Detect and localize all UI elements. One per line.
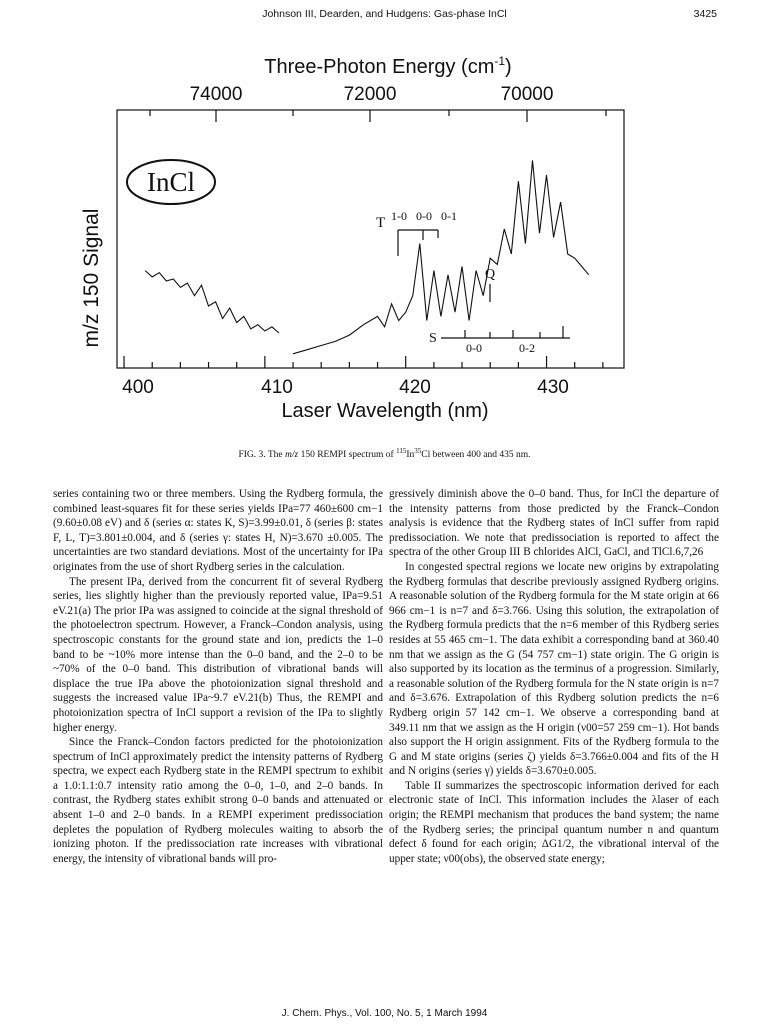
paragraph: The present IPa, derived from the concurrent fit of several Rydberg series, lies slightly higher than the previously reported value, IPa=9.51 eV.21(a) The prior IPa was assigned to coincide at the signal threshold of the photoelectron spectrum. However, a Franck–Condon analysis, using spectroscopic constants for the ground state and ion, predicts the 1–0 band to be ~10% more intense than the 0–0 band, and the 2–0 to be ~70% of the 0–0 band. This distribution of vibrational bands will displace the true IPa above the photoionization signal threshold and suggests the increased value IPa~9.7 eV.21(b) Thus, the REMPI and photoionization spectra of InCl support a revision of the IPa to slightly higher energy. bbox=[53, 575, 383, 734]
top-axis-label bbox=[264, 54, 511, 78]
caption-element-1: In bbox=[406, 450, 415, 461]
spectrum-trace-high bbox=[293, 160, 589, 353]
paragraph: In congested spectral regions we locate new origins by extrapolating the Rydberg formulas that describe previously assigned Rydberg origins. A reasonable solution of the Rydberg formula for the M state origin at 66 966 cm−1 is n=7 and δ=3.766. Using this solution, the extrapolation of the Rydberg formula predicts that the n=6 member of this Rydberg series resides at 55 465 cm−1. The data exhibit a corresponding band at 360.40 nm that we assign as the G (54 757 cm−1) state origin. The G origin is also supported by its location as the terminus of a progression. Similarly, a reasonable solution of the Rydberg formula for the N state origin is n=7 and δ=3.676. Extrapolation of this Rydberg solution predicts the n=6 Rydberg origin 57 142 cm−1. We observe a corresponding band at 349.11 nm that we assign as the H origin (ν00=57 259 cm−1). Hot bands also support the H origin assignment. Fits of the Rydberg formula to the G and M state origins (series ζ) yields δ=3.766±0.004 and fits of the H and N origins (series γ) yields δ=3.670±0.005. bbox=[389, 560, 719, 778]
paragraph: Table II summarizes the spectroscopic information derived for each electronic state of InCl. This information includes the λlaser of each origin; the REMPI mechanism that produces the band system; the name of the Rydberg series; the principal quantum number n and quantum defect δ found for each origin; ΔG1/2, the vibrational interval of the upper state; ν00(obs), the observed state energy; bbox=[389, 779, 719, 865]
page-number: 3425 bbox=[693, 8, 717, 20]
journal-footer: J. Chem. Phys., Vol. 100, No. 5, 1 March 1994 bbox=[281, 1008, 488, 1019]
top-tick-label: 74000 bbox=[189, 84, 243, 105]
paragraph: gressively diminish above the 0–0 band. Thus, for InCl the departure of the intensity patterns from those predicted by the Franck–Condon analysis is evidence that the Rydberg states of InCl suffer from rapid predissociation. We note that predissociation is reported to affect the spectra of the other Group III B chlorides AlCl, GaCl, and TlCl.6,7,26 bbox=[389, 488, 719, 559]
caption-prefix: FIG. 3. The bbox=[238, 450, 285, 461]
top-axis-label-sup: -1 bbox=[494, 54, 506, 68]
caption-middle: 150 REMPI spectrum of bbox=[298, 450, 397, 461]
rempi-spectrum-figure bbox=[0, 40, 769, 440]
caption-isotope-1: 115 bbox=[396, 447, 407, 455]
spectrum-trace-low bbox=[145, 271, 279, 333]
caption-isotope-2: 35 bbox=[414, 447, 422, 455]
top-axis-label-main: Three-Photon Energy (cm bbox=[264, 56, 495, 78]
annotation-T: T bbox=[376, 215, 386, 231]
top-axis-label-end: ) bbox=[505, 56, 512, 78]
annotation-T-band-0-1: 0-1 bbox=[441, 209, 457, 223]
plot-frame bbox=[117, 110, 624, 368]
top-ticks bbox=[150, 110, 606, 122]
running-head bbox=[0, 8, 769, 24]
annotation-T-band-1-0: 1-0 bbox=[391, 209, 407, 223]
molecule-label: InCl bbox=[146, 167, 196, 197]
bottom-tick-label: 430 bbox=[537, 377, 569, 398]
annotation-S-bracket bbox=[441, 326, 570, 338]
paragraph: series containing two or three members. Using the Rydberg formula, the combined least-squares fit for these series yields IPa=77 460±600 cm−1 (9.60±0.08 eV) and δ (series α: states K, S)=3.99±0.01, δ (series β: states F, L, T)=3.801±0.004, and δ (series γ: states H, N)=3.670 ±0.005. The uncertainties are two standard deviations. Most of the uncertainty for IPa originates from the use of short Rydberg series in the calculation. bbox=[53, 488, 383, 573]
caption-element-2: Cl between 400 and 435 nm. bbox=[421, 450, 531, 461]
top-tick-label: 72000 bbox=[343, 84, 397, 105]
y-axis-label: m/z 150 Signal bbox=[80, 208, 103, 348]
paragraph: Since the Franck–Condon factors predicted for the photoionization spectrum of InCl approximately predict the intensity patterns of Rydberg spectra, we expect each Rydberg state in the REMPI spectrum to exhibit a 1.0:1.1:0.7 intensity ratio among the 0–0, 1–0, and 2–0 bands. In contrast, the Rydberg states exhibit strong 0–0 bands and attenuated or absent 1–0 and 2–0 bands. In a REMPI experiment predissociation depletes the population of Rydberg molecules waiting to absorb the ionizing photon. If the predissociation rate increases with vibrational energy, the intensity of vibrational bands will pro- bbox=[53, 736, 383, 865]
bottom-ticks bbox=[124, 356, 603, 368]
caption-mz: m/z bbox=[285, 450, 299, 461]
figure-caption bbox=[0, 447, 769, 460]
bottom-tick-label: 420 bbox=[399, 377, 431, 398]
bottom-tick-label: 400 bbox=[122, 377, 154, 398]
annotation-T-bracket bbox=[398, 230, 438, 256]
bottom-tick-label: 410 bbox=[261, 377, 293, 398]
annotation-Q: Q bbox=[485, 267, 496, 282]
bottom-axis-label: Laser Wavelength (nm) bbox=[281, 400, 489, 422]
annotation-S: S bbox=[429, 331, 437, 346]
top-tick-label: 70000 bbox=[500, 84, 554, 105]
annotation-S-band-0-2: 0-2 bbox=[519, 341, 535, 355]
right-column bbox=[389, 487, 719, 866]
running-head-authors: Johnson III, Dearden, and Hudgens: Gas-phase InCl bbox=[262, 8, 507, 20]
left-column bbox=[53, 487, 383, 866]
annotation-T-band-0-0: 0-0 bbox=[416, 209, 432, 223]
annotation-S-band-0-0: 0-0 bbox=[466, 341, 482, 355]
